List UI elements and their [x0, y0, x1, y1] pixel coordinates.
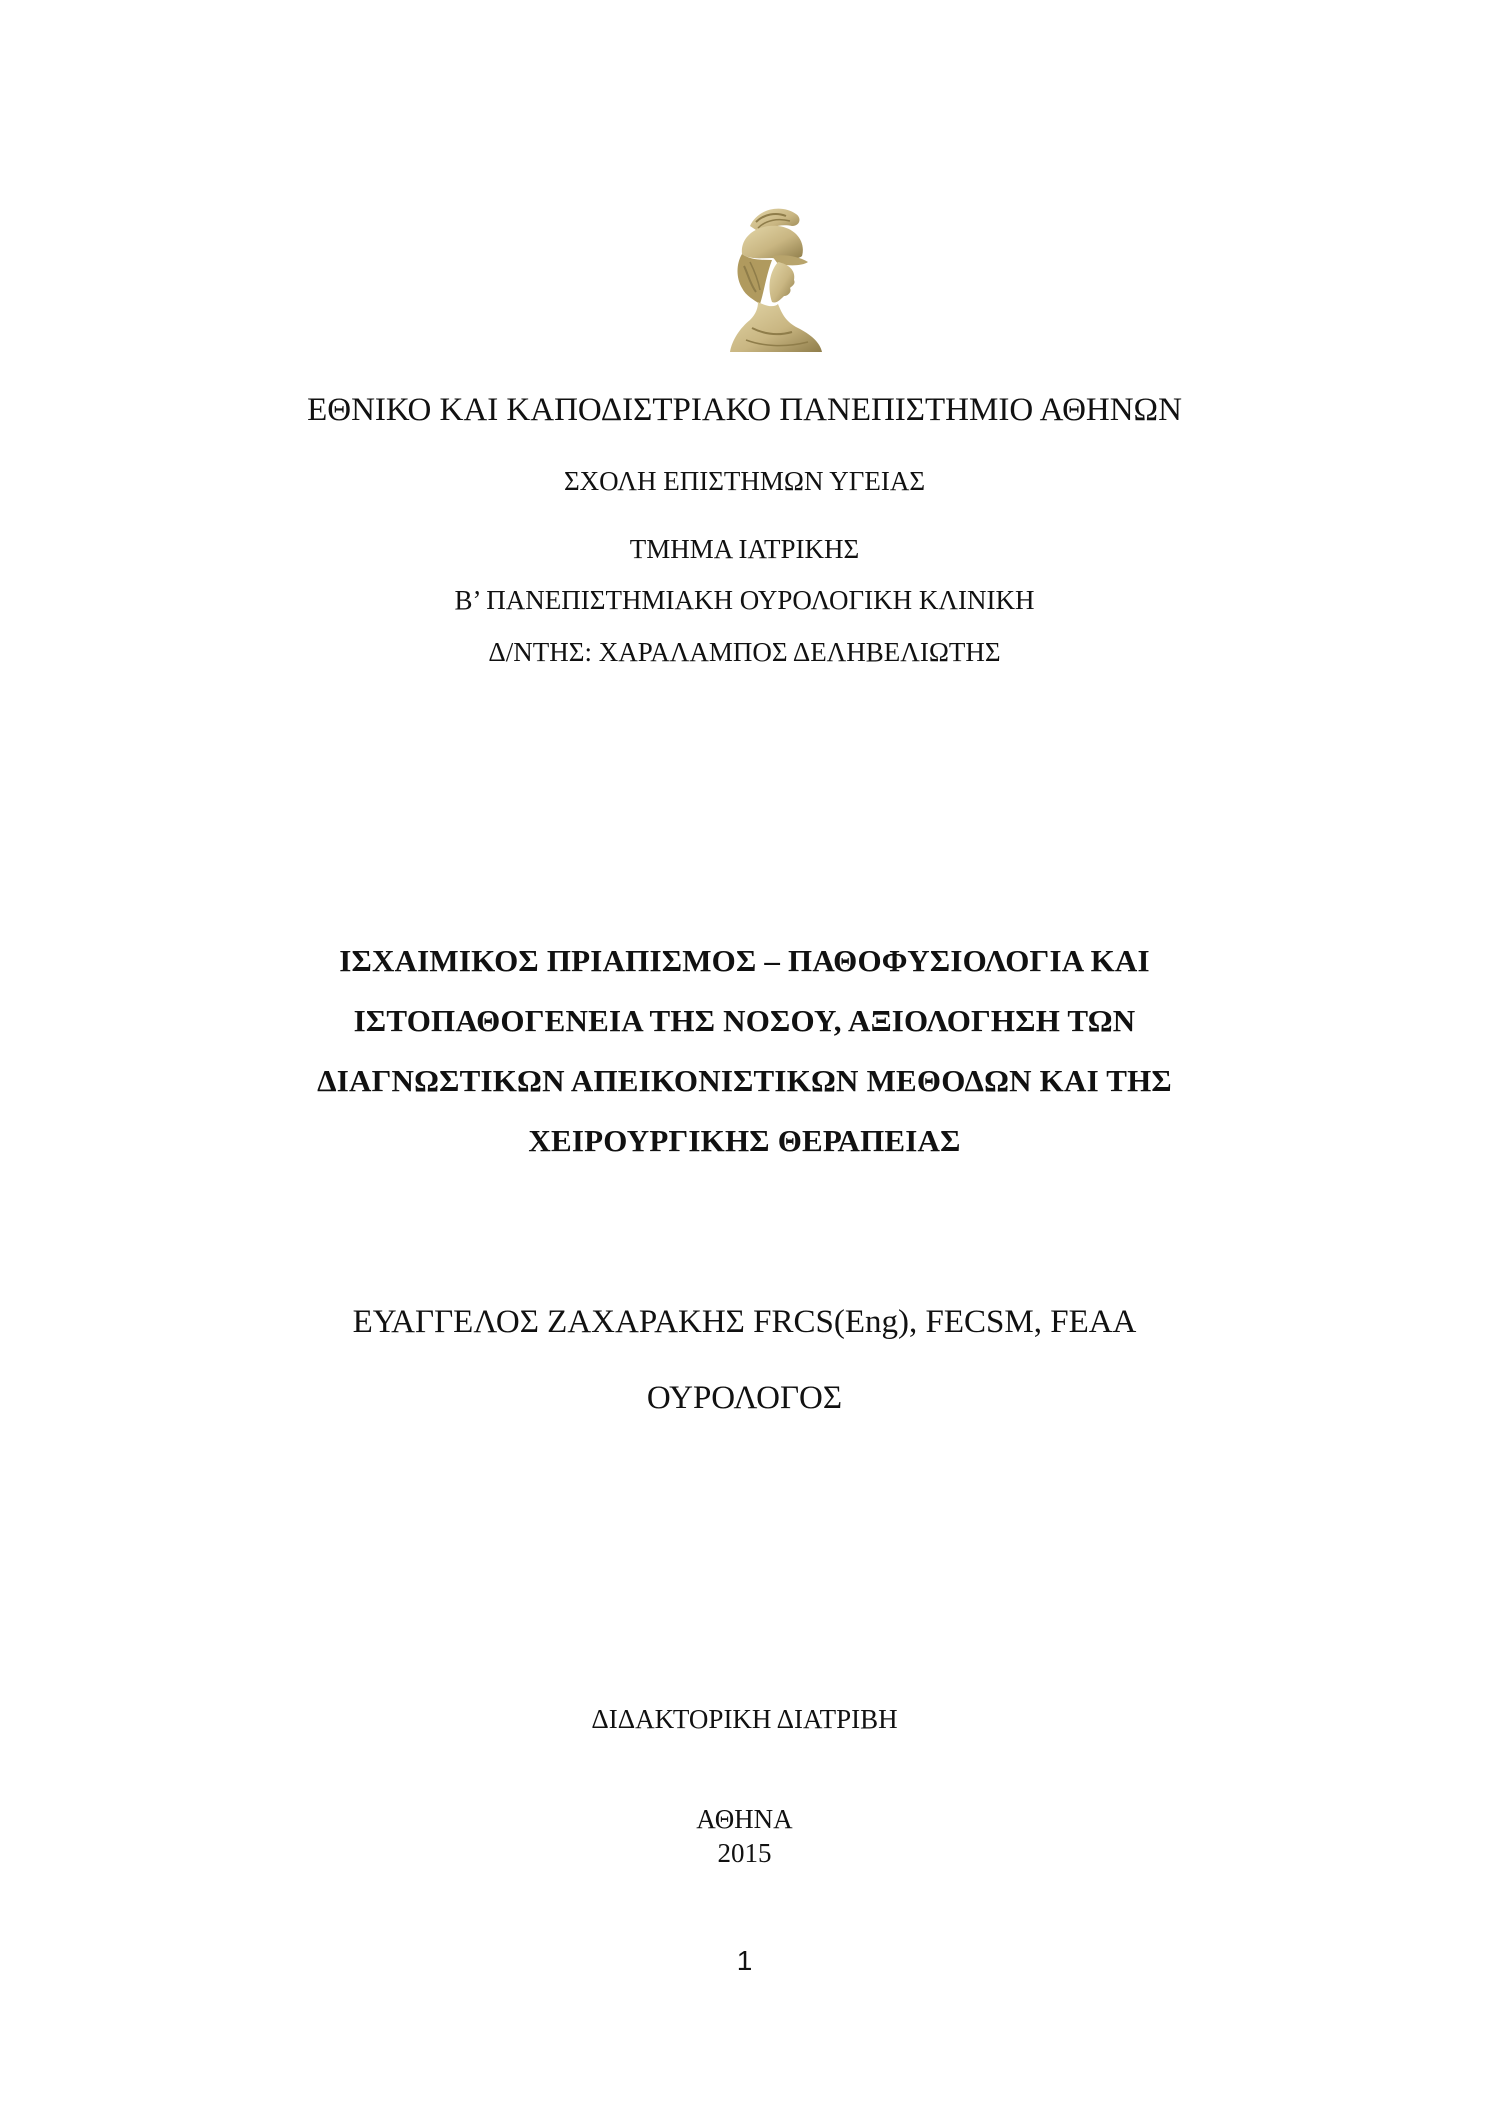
page-number: 1 [736, 1945, 753, 1976]
thesis-title-line-3: ΔΙΑΓΝΩΣΤΙΚΩΝ ΑΠΕΙΚΟΝΙΣΤΙΚΩΝ ΜΕΘΟΔΩΝ ΚΑΙ ΤΗΣ [317, 1063, 1172, 1098]
thesis-title-line-4: ΧΕΙΡΟΥΡΓΙΚΗΣ ΘΕΡΑΠΕΙΑΣ [528, 1123, 961, 1158]
university-name: ΕΘΝΙΚΟ ΚΑΙ ΚΑΠΟΔΙΣΤΡΙΑΚΟ ΠΑΝΕΠΙΣΤΗΜΙΟ ΑΘΗΝΩΝ [307, 392, 1182, 428]
director-line: Δ/ΝΤΗΣ: ΧΑΡΑΛΑΜΠΟΣ ΔΕΛΗΒΕΛΙΩΤΗΣ [488, 637, 1001, 667]
athena-head-logo-icon [712, 204, 830, 354]
school-name: ΣΧΟΛΗ ΕΠΙΣΤΗΜΩΝ ΥΓΕΙΑΣ [563, 466, 926, 496]
thesis-title-line-1: ΙΣΧΑΙΜΙΚΟΣ ΠΡΙΑΠΙΣΜΟΣ – ΠΑΘΟΦΥΣΙΟΛΟΓΙΑ ΚΑΙ [339, 943, 1150, 978]
author-name: ΕΥΑΓΓΕΛΟΣ ΖΑΧΑΡΑΚΗΣ FRCS(Eng), FECSM, FEAA [352, 1304, 1137, 1340]
author-role: ΟΥΡΟΛΟΓΟΣ [646, 1380, 843, 1416]
department-name: ΤΜΗΜΑ ΙΑΤΡΙΚΗΣ [629, 534, 860, 564]
clinic-name: Β’ ΠΑΝΕΠΙΣΤΗΜΙΑΚΗ ΟΥΡΟΛΟΓΙΚΗ ΚΛΙΝΙΚΗ [454, 585, 1035, 615]
document-type: ΔΙΔΑΚΤΟΡΙΚΗ ΔΙΑΤΡΙΒΗ [591, 1704, 898, 1734]
thesis-title-line-2: ΙΣΤΟΠΑΘΟΓΕΝΕΙΑ ΤΗΣ ΝΟΣΟΥ, ΑΞΙΟΛΟΓΗΣΗ ΤΩΝ [353, 1003, 1136, 1038]
city: ΑΘΗΝΑ [696, 1804, 793, 1834]
year: 2015 [717, 1838, 772, 1868]
